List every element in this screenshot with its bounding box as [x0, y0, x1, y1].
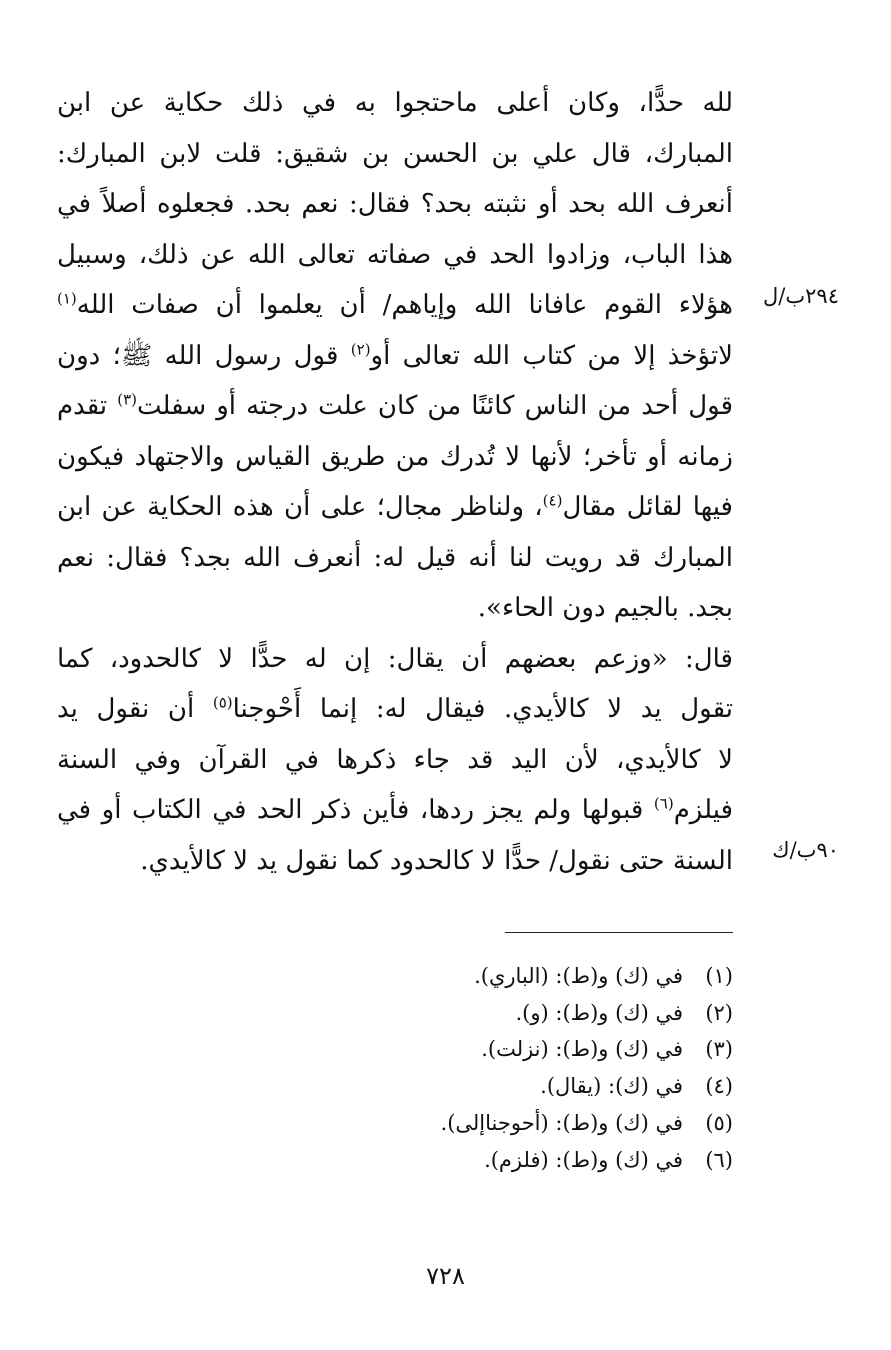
text-line-15	[57, 785, 733, 836]
footnote-ref-2[interactable]: (٢)	[350, 339, 371, 358]
text-line-14: لا كالأيدي، لأن اليد قد جاء ذكرها في القرآن وفي السنة	[57, 744, 733, 775]
text-line-4: هذا الباب، وزادوا الحد في صفاته تعالى الله عن ذلك، وسبيل	[57, 239, 733, 270]
margin-note-manuscript-l: ٢٩٤ب/ل	[763, 284, 839, 308]
text-line-12: قال: «وزعم بعضهم أن يقال: إن له حدًّا لا كالحدود، كما	[57, 643, 733, 674]
text-line-13-part-a: تقول يد لا كالأيدي. فيقال له: إنما أَحْوجنا	[232, 694, 733, 724]
main-text-block	[57, 78, 733, 886]
footnote-item	[133, 1031, 733, 1068]
text-line-9	[57, 482, 733, 533]
text-line-2: المبارك، قال علي بن الحسن بن شقيق: قلت لابن المبارك:	[57, 138, 733, 169]
footnote-ref-5[interactable]: (٥)	[212, 693, 233, 712]
footnote-item	[133, 1068, 733, 1105]
text-line-6-part-b: قول رسول الله ﷺ؛ دون	[57, 340, 339, 371]
footnote-ref-6[interactable]: (٦)	[653, 794, 674, 813]
text-line-9-part-b: ، ولناظر مجال؛ على أن هذه الحكاية عن ابن	[57, 492, 543, 522]
footnote-text: في (ك): (يقال).	[540, 1074, 683, 1099]
footnote-text: في (ك) و(ط): (و).	[515, 1000, 683, 1025]
footnote-item	[133, 958, 733, 995]
text-line-8: زمانه أو تأخر؛ لأنها لا تُدرك من طريق القياس والاجتهاد فيكون	[57, 441, 733, 472]
text-line-10: المبارك قد رويت لنا أنه قيل له: أنعرف الله بجد؟ فقال: نعم	[57, 542, 733, 573]
text-line-5-content: هؤلاء القوم عافانا الله وإياهم/ أن يعلموا أن صفات الله	[76, 290, 733, 320]
footnote-text: في (ك) و(ط): (نزلت).	[481, 1037, 683, 1062]
text-line-3: أنعرف الله بحد أو نثبته بحد؟ فقال: نعم بحد. فجعلوه أصلاً في	[57, 189, 733, 219]
text-line-15-part-b: قبولها ولم يجز ردها، فأين ذكر الحد في الكتاب أو في	[57, 795, 644, 825]
page-number: ٧٢٨	[426, 1262, 465, 1290]
footnote-number: (٥)	[705, 1110, 733, 1135]
footnote-ref-3[interactable]: (٣)	[117, 390, 138, 409]
text-line-7-part-b: تقدم	[57, 391, 108, 421]
footnote-item	[133, 1142, 733, 1179]
footnote-text: في (ك) و(ط): (الباري).	[474, 964, 683, 988]
text-line-7-part-a: قول أحد من الناس كائنًا من كان علت درجته أو سفلت	[137, 391, 733, 421]
footnote-separator	[505, 932, 733, 933]
text-line-11: بجد. بالجيم دون الحاء».	[477, 593, 733, 623]
text-line-6	[57, 331, 733, 382]
text-line-13-part-b: أن نقول يد	[57, 694, 195, 724]
text-line-9-part-a: فيها لقائل مقال	[562, 492, 733, 522]
footnote-ref-1[interactable]: (١)	[57, 289, 77, 308]
footnotes-block	[133, 958, 733, 1178]
footnote-text: في (ك) و(ط): (فلزم).	[484, 1147, 683, 1172]
text-line-6-part-a: لاتؤخذ إلا من كتاب الله تعالى أو	[370, 340, 733, 371]
footnote-number: (٢)	[705, 1000, 733, 1025]
footnote-number: (٤)	[705, 1074, 733, 1099]
footnote-number: (٣)	[705, 1037, 733, 1062]
footnote-number: (١)	[705, 964, 733, 988]
text-line-7	[57, 381, 733, 432]
footnote-number: (٦)	[705, 1147, 733, 1172]
text-line-1: لله حدًّا، وكان أعلى ماحتجوا به في ذلك حكاية عن ابن	[57, 88, 733, 118]
text-line-15-part-a: فيلزم	[673, 795, 733, 825]
margin-note-manuscript-k: ٩٠ب/ك	[772, 838, 839, 862]
text-line-16: السنة حتى نقول/ حدًّا لا كالحدود كما نقول يد لا كالأيدي.	[140, 845, 733, 876]
text-line-13	[57, 684, 733, 735]
footnote-ref-4[interactable]: (٤)	[542, 491, 563, 510]
footnote-text: في (ك) و(ط): (أحوجناإلى).	[440, 1110, 683, 1135]
text-line-5	[57, 280, 733, 331]
footnote-item	[133, 1105, 733, 1142]
footnote-item	[133, 995, 733, 1032]
